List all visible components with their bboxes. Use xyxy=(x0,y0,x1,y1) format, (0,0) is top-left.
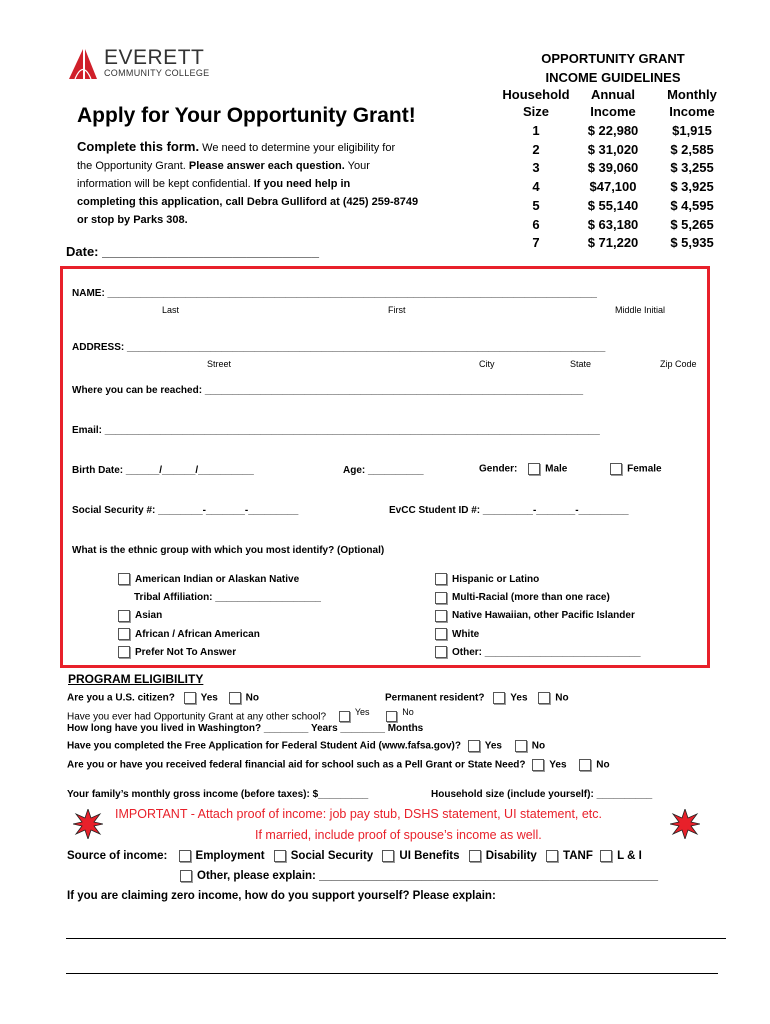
citizen-no-label: No xyxy=(245,692,259,704)
source-checkbox[interactable] xyxy=(469,850,481,862)
address-field[interactable]: ADDRESS: ______________________________________________________________________________________ xyxy=(72,342,606,353)
citizen-question: Are you a U.S. citizen? xyxy=(67,692,175,704)
guidelines-header-line: Monthly xyxy=(667,87,717,102)
source-checkbox[interactable] xyxy=(274,850,286,862)
eligibility-heading: PROGRAM ELIGIBILITY xyxy=(68,672,204,686)
ethnic-option[interactable] xyxy=(118,571,321,589)
guidelines-row xyxy=(500,234,730,253)
logo-name: EVERETT xyxy=(104,46,205,69)
student-id-field[interactable]: EvCC Student ID #: _________-_______-_________ xyxy=(389,505,629,516)
zero-income-question: If you are claiming zero income, how do you support yourself? Please explain: xyxy=(67,890,496,902)
other-source-row xyxy=(180,870,658,882)
name-field[interactable]: NAME: ________________________________________________________________________________________ xyxy=(72,288,597,299)
intro-text xyxy=(77,138,447,229)
guidelines-row xyxy=(500,141,730,160)
pell-no-checkbox[interactable] xyxy=(579,759,591,771)
guidelines-cell: 5 xyxy=(532,197,540,213)
guidelines-cell: 2 xyxy=(532,141,540,157)
birth-date-field[interactable]: Birth Date: ______/______/__________ xyxy=(72,465,254,476)
guidelines-cell: 1 xyxy=(532,123,540,138)
reached-field[interactable]: Where you can be reached: ____________________________________________________________________ xyxy=(72,385,584,396)
important-notice-1: IMPORTANT - Attach proof of income: job pay stub, DSHS statement, UI statement, etc. xyxy=(115,807,603,821)
ethnic-option[interactable] xyxy=(118,626,321,644)
name-sub-first: First xyxy=(388,305,406,315)
guidelines-row xyxy=(500,216,730,235)
intro-line4: completing this application, call Debra Gulliford at (425) 259-8749 xyxy=(77,196,419,208)
og-no-checkbox[interactable] xyxy=(386,711,397,722)
source-option-label: L & I xyxy=(617,850,642,863)
ethnic-checkbox[interactable] xyxy=(435,592,447,604)
source-option[interactable] xyxy=(274,850,373,862)
permanent-no-label: No xyxy=(555,692,569,704)
ethnic-checkbox[interactable] xyxy=(118,628,130,640)
og-yes-checkbox[interactable] xyxy=(339,711,350,722)
guidelines-cell: $ 3,925 xyxy=(670,179,714,195)
age-field[interactable]: Age: __________ xyxy=(343,465,424,476)
ethnic-checkbox[interactable] xyxy=(118,610,130,622)
source-checkbox[interactable] xyxy=(546,850,558,862)
permanent-question: Permanent resident? xyxy=(385,692,485,704)
guidelines-header-line: Income xyxy=(669,104,715,119)
guidelines-cell: $ 63,180 xyxy=(587,216,639,232)
intro-lead-bold: Complete this form. xyxy=(77,139,200,154)
pell-row xyxy=(67,759,610,771)
pell-yes-label: Yes xyxy=(549,759,567,771)
permanent-yes-label: Yes xyxy=(510,692,528,704)
guidelines-header-line: Annual xyxy=(590,87,636,102)
gender-group xyxy=(479,463,662,475)
source-option-label: Social Security xyxy=(290,850,374,863)
guidelines-header xyxy=(500,86,572,120)
other-source-checkbox[interactable] xyxy=(180,870,192,882)
pell-no-label: No xyxy=(596,759,610,771)
ssn-field[interactable]: Social Security #: ________-_______-_________ xyxy=(72,505,299,516)
citizen-no-checkbox[interactable] xyxy=(229,692,241,704)
explanation-line-2[interactable] xyxy=(66,973,718,974)
og-before-row xyxy=(67,707,414,722)
address-sub-state: State xyxy=(570,359,592,369)
male-checkbox[interactable] xyxy=(528,463,540,475)
attention-burst-icon xyxy=(73,809,103,839)
ethnic-right-column xyxy=(435,571,641,662)
name-sub-middle: Middle Initial xyxy=(615,305,666,315)
guidelines-header xyxy=(654,86,730,120)
guidelines-row xyxy=(500,122,730,141)
fafsa-row xyxy=(67,740,545,752)
source-option[interactable] xyxy=(179,850,265,862)
college-logo xyxy=(66,44,216,80)
email-field[interactable]: Email: _________________________________________________________________________________________ xyxy=(72,425,600,436)
fafsa-yes-checkbox[interactable] xyxy=(468,740,480,752)
other-source-field[interactable]: Other, please explain: _____________________________________________________ xyxy=(197,870,659,883)
guidelines-cell: $ 2,585 xyxy=(670,141,714,157)
guidelines-title-line2: INCOME GUIDELINES xyxy=(545,70,681,85)
guidelines-header-line: Household xyxy=(502,87,570,102)
guidelines-cell: $ 22,980 xyxy=(587,123,639,138)
intro-line3b: If you need help in xyxy=(253,178,351,190)
intro-line5: or stop by Parks 308. xyxy=(77,214,188,226)
intro-lead-rest: We need to determine your eligibility for xyxy=(199,142,396,154)
important-notice-2: If married, include proof of spouse’s income as well. xyxy=(255,828,542,842)
guidelines-cell: $ 3,255 xyxy=(670,160,714,176)
guidelines-cell: $ 5,935 xyxy=(670,235,714,251)
ethnic-question: What is the ethnic group with which you most identify? (Optional) xyxy=(72,545,385,556)
guidelines-cell: $ 31,020 xyxy=(587,141,639,157)
source-checkbox[interactable] xyxy=(600,850,612,862)
address-sub-city: City xyxy=(479,359,495,369)
guidelines-cell: $ 55,140 xyxy=(587,197,639,213)
guidelines-cell: 6 xyxy=(532,216,540,232)
guidelines-header xyxy=(572,86,654,120)
tribal-affiliation-field[interactable]: Tribal Affiliation: ___________________ xyxy=(134,592,321,604)
date-field[interactable]: Date: ______________________________ xyxy=(66,244,320,259)
ethnic-checkbox[interactable] xyxy=(435,628,447,640)
ethnic-option[interactable] xyxy=(435,626,641,644)
gross-income-field[interactable]: Your family’s monthly gross income (before taxes): $_________ xyxy=(67,789,369,800)
og-no-label: No xyxy=(402,707,414,717)
intro-line2b: Please answer each question. xyxy=(188,160,345,172)
ethnic-checkbox[interactable] xyxy=(435,573,447,585)
ethnic-checkbox[interactable] xyxy=(118,646,130,658)
citizen-yes-label: Yes xyxy=(200,692,218,704)
source-option-label: Disability xyxy=(485,850,537,863)
ethnic-label: Hispanic or Latino xyxy=(452,574,540,585)
ethnic-option[interactable] xyxy=(435,607,641,625)
guidelines-cell: $47,100 xyxy=(589,179,637,195)
fafsa-no-checkbox[interactable] xyxy=(515,740,527,752)
ethnic-option[interactable] xyxy=(118,607,321,625)
pell-yes-checkbox[interactable] xyxy=(532,759,544,771)
guidelines-title xyxy=(500,49,726,87)
male-label: Male xyxy=(545,463,568,475)
attention-burst-icon xyxy=(670,809,700,839)
page-title: Apply for Your Opportunity Grant! xyxy=(77,104,416,127)
guidelines-cell: $ 5,265 xyxy=(670,216,714,232)
source-label: Source of income: xyxy=(67,850,168,863)
explanation-line-1[interactable] xyxy=(66,938,726,939)
ethnic-checkbox[interactable] xyxy=(118,573,130,585)
og-before-question: Have you ever had Opportunity Grant at any other school? xyxy=(67,711,327,723)
guidelines-cell: $1,915 xyxy=(672,123,712,138)
ethnic-checkbox[interactable] xyxy=(435,610,447,622)
guidelines-cell: $ 4,595 xyxy=(670,197,714,213)
ethnic-label: Multi-Racial (more than one race) xyxy=(452,592,610,604)
household-size-field[interactable]: Household size (include yourself): __________ xyxy=(431,789,653,800)
ethnic-checkbox[interactable] xyxy=(435,646,447,658)
gender-label: Gender: xyxy=(479,463,518,475)
guidelines-row xyxy=(500,159,730,178)
guidelines-title-line1: OPPORTUNITY GRANT xyxy=(541,51,685,66)
source-option[interactable] xyxy=(382,850,459,862)
ethnic-left-column xyxy=(118,571,321,662)
guidelines-table xyxy=(500,86,730,253)
guidelines-cell: 3 xyxy=(532,160,540,176)
og-yes-label: Yes xyxy=(354,707,370,717)
guidelines-cell: $ 39,060 xyxy=(587,160,639,176)
female-checkbox[interactable] xyxy=(610,463,622,475)
guidelines-row xyxy=(500,178,730,197)
intro-line2c: Your xyxy=(344,160,370,172)
intro-line2a: the Opportunity Grant. xyxy=(77,160,189,172)
guidelines-row xyxy=(500,197,730,216)
fafsa-no-label: No xyxy=(531,740,546,752)
source-option[interactable] xyxy=(469,850,537,862)
ethnic-label: Asian xyxy=(135,610,163,622)
income-sources-row xyxy=(67,850,642,862)
source-checkbox[interactable] xyxy=(382,850,394,862)
female-label: Female xyxy=(627,463,662,475)
ethnic-label: Prefer Not To Answer xyxy=(135,646,237,658)
logo-subtitle: COMMUNITY COLLEGE xyxy=(104,68,210,78)
ethnic-option[interactable] xyxy=(118,644,321,662)
ethnic-label: American Indian or Alaskan Native xyxy=(135,574,300,585)
how-long-field[interactable]: How long have you lived in Washington? ________ Years ________ Months xyxy=(67,723,424,734)
source-option[interactable] xyxy=(546,850,593,862)
guidelines-header-line: Size xyxy=(522,104,549,119)
source-option-label: TANF xyxy=(563,850,593,863)
guidelines-header-line: Income xyxy=(590,104,636,119)
source-option[interactable] xyxy=(600,850,642,862)
address-sub-street: Street xyxy=(207,359,232,369)
address-sub-zip: Zip Code xyxy=(660,359,697,369)
source-checkbox[interactable] xyxy=(179,850,191,862)
ethnic-label: Native Hawaiian, other Pacific Islander xyxy=(452,610,635,622)
guidelines-cell: $ 71,220 xyxy=(587,235,639,251)
ethnic-label: African / African American xyxy=(135,628,260,640)
source-option-label: Employment xyxy=(195,850,265,863)
fafsa-yes-label: Yes xyxy=(484,740,502,752)
ethnic-option[interactable] xyxy=(435,644,641,662)
ethnic-label: White xyxy=(452,628,480,640)
guidelines-cell: 7 xyxy=(532,235,540,251)
permanent-no-checkbox[interactable] xyxy=(538,692,550,704)
ethnic-option[interactable] xyxy=(435,571,641,589)
logo-mark-icon xyxy=(66,46,100,80)
citizen-row xyxy=(67,692,259,704)
intro-line3a: information will be kept confidential. xyxy=(77,178,254,190)
citizen-yes-checkbox[interactable] xyxy=(184,692,196,704)
guidelines-cell: 4 xyxy=(532,179,540,195)
permanent-row xyxy=(385,692,569,704)
permanent-yes-checkbox[interactable] xyxy=(493,692,505,704)
ethnic-option[interactable] xyxy=(435,589,641,607)
pell-question: Are you or have you received federal financial aid for school such as a Pell Grant or State Need? xyxy=(67,759,526,771)
name-sub-last: Last xyxy=(162,305,180,315)
source-option-label: UI Benefits xyxy=(399,850,460,863)
ethnic-label: Other: ____________________________ xyxy=(452,646,641,658)
fafsa-question: Have you completed the Free Application for Federal Student Aid (www.fafsa.gov)? xyxy=(67,740,461,752)
